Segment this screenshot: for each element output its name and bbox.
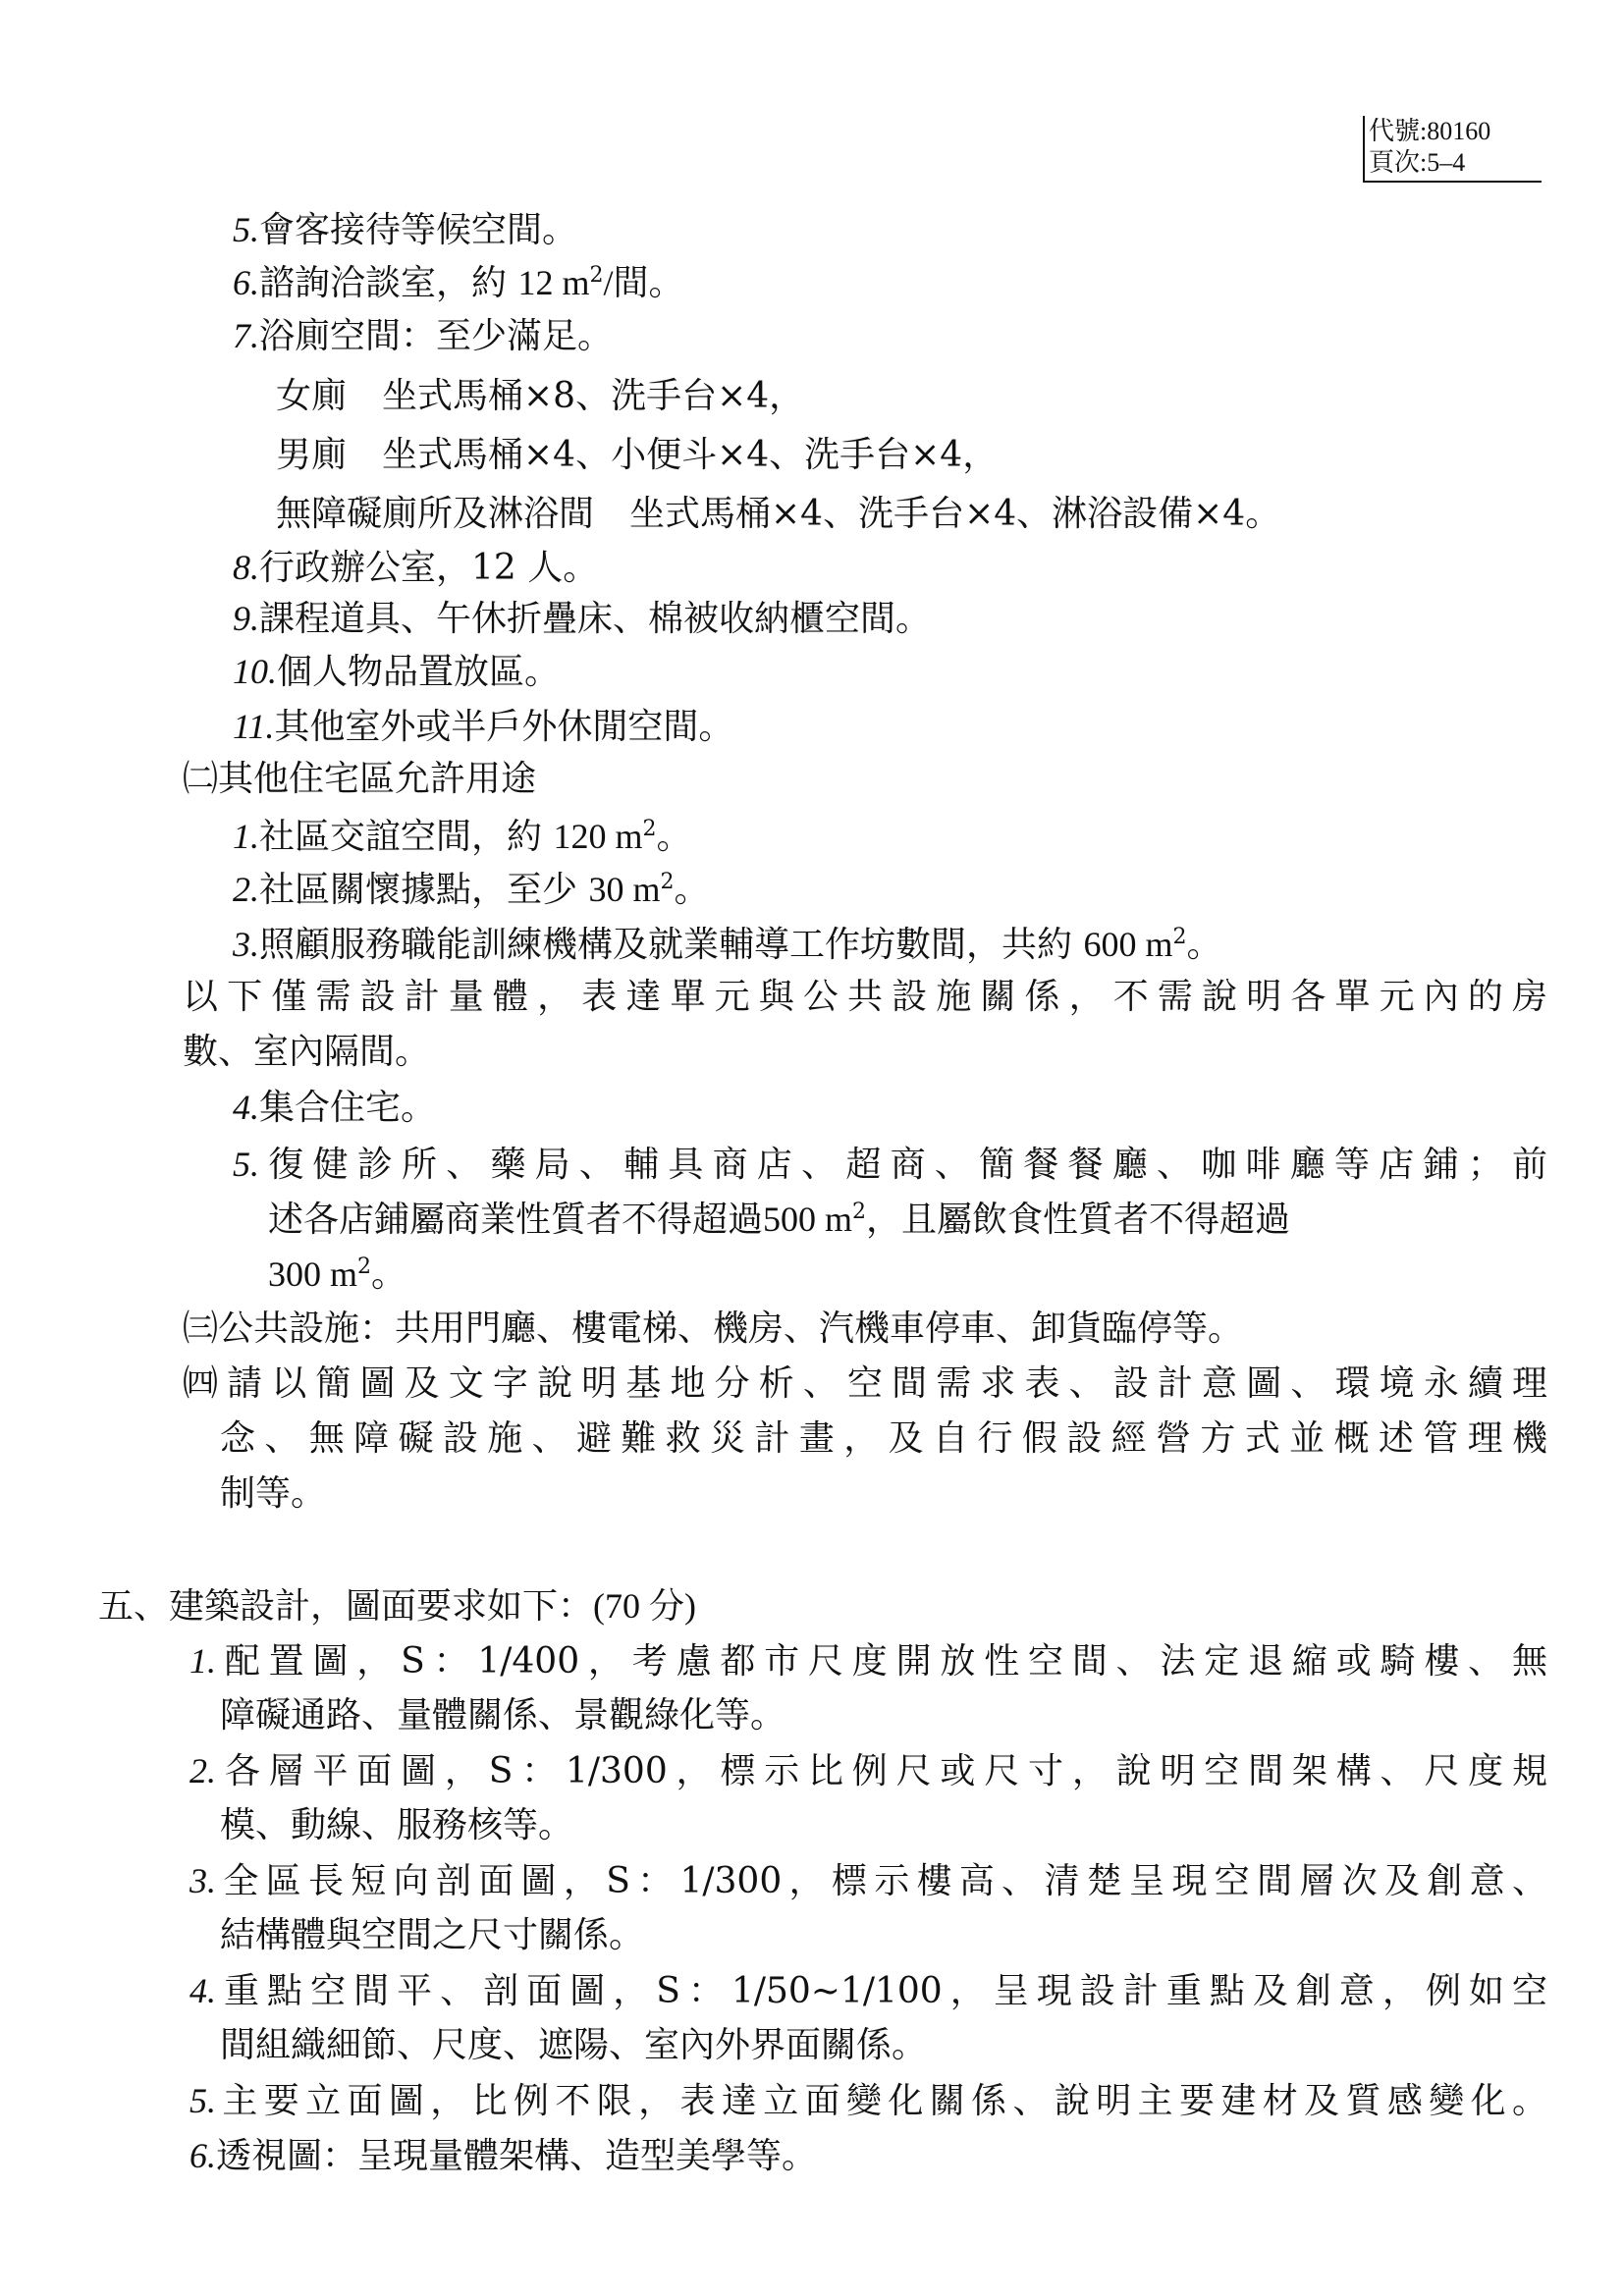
list-item: 7.浴廁空間：至少滿足。 xyxy=(233,316,614,356)
list-item-continued: 障礙通路、量體關係、景觀綠化等。 xyxy=(220,1695,786,1735)
subsection-heading: ㈢公共設施：共用門廳、樓電梯、機房、汽機車停車、卸貨臨停等。 xyxy=(183,1308,1244,1349)
list-item: 4.集合住宅。 xyxy=(233,1088,437,1128)
list-item-continued: 間組織細節、尺度、遮陽、室內外界面關係。 xyxy=(220,2025,928,2065)
paragraph-line: 數、室內隔間。 xyxy=(183,1032,431,1072)
paragraph-line: 念、無障礙設施、避難救災計畫，及自行假設經營方式並概述管理機 xyxy=(220,1418,1547,1459)
list-item: 9.課程道具、午休折疊床、棉被收納櫃空間。 xyxy=(233,599,932,639)
list-item: 2.社區關懷據點，至少 30 $m^2$。 xyxy=(233,870,710,910)
restroom-female: 女廁 坐式馬桶×8、洗手台×4， xyxy=(276,376,805,416)
list-item-continued: 述各店鋪屬商業性質者不得超過500 $m^2$，且屬飲食性質者不得超過 xyxy=(268,1200,1291,1240)
list-item: 3.照顧服務職能訓練機構及就業輔導工作坊數間，共約 600 $m^2$。 xyxy=(233,925,1222,965)
document-code-box xyxy=(1363,116,1542,183)
list-item: 6.透視圖：呈現量體架構、造型美學等。 xyxy=(189,2136,818,2176)
paragraph-line: 以下僅需設計量體，表達單元與公共設施關係，不需說明各單元內的房 xyxy=(183,977,1547,1017)
list-item: 5.會客接待等候空間。 xyxy=(233,210,578,250)
subsection-heading: ㈣請以簡圖及文字說明基地分析、空間需求表、設計意圖、環境永續理 xyxy=(183,1363,1547,1404)
list-item: 5.主要立面圖，比例不限，表達立面變化關係、說明主要建材及質感變化。 xyxy=(189,2081,1547,2121)
list-item: 10.個人物品置放區。 xyxy=(233,652,561,692)
list-item: 4.重點空間平、剖面圖，S：1/50~1/100，呈現設計重點及創意，例如空 xyxy=(189,1971,1547,2011)
restroom-male: 男廁 坐式馬桶×4、小便斗×4、洗手台×4， xyxy=(276,435,999,475)
paragraph-line: 制等。 xyxy=(220,1473,327,1514)
list-item: 1.配置圖，S：1/400，考慮都市尺度開放性空間、法定退縮或騎樓、無 xyxy=(189,1641,1547,1682)
list-item-continued: 模、動線、服務核等。 xyxy=(220,1805,574,1845)
list-item: 6.諮詢洽談室，約 12 $m^2/$間。 xyxy=(233,263,684,303)
page-line: 頁次:5–4 xyxy=(1369,148,1466,177)
code-line: 代號:80160 xyxy=(1369,117,1491,145)
restroom-accessible: 無障礙廁所及淋浴間 坐式馬桶×4、洗手台×4、淋浴設備×4。 xyxy=(276,494,1281,534)
list-item: 1.社區交誼空間，約 120 $m^2$。 xyxy=(233,817,692,857)
section-heading: 五、建築設計，圖面要求如下：(70 分) xyxy=(98,1586,696,1627)
list-item: 11.其他室外或半戶外休閒空間。 xyxy=(233,707,734,747)
list-item: 8.行政辦公室，12 人。 xyxy=(233,548,599,588)
list-item: 5.復健診所、藥局、輔具商店、超商、簡餐餐廳、咖啡廳等店鋪；前 xyxy=(233,1145,1547,1185)
list-item-continued: 300 $m^2$。 xyxy=(268,1255,407,1295)
list-item: 3.全區長短向剖面圖，S：1/300，標示樓高、清楚呈現空間層次及創意、 xyxy=(189,1861,1547,1901)
list-item: 2.各層平面圖，S：1/300，標示比例尺或尺寸，說明空間架構、尺度規 xyxy=(189,1751,1547,1791)
list-item-continued: 結構體與空間之尺寸關係。 xyxy=(220,1915,645,1955)
subsection-heading: ㈡其他住宅區允許用途 xyxy=(183,759,537,799)
